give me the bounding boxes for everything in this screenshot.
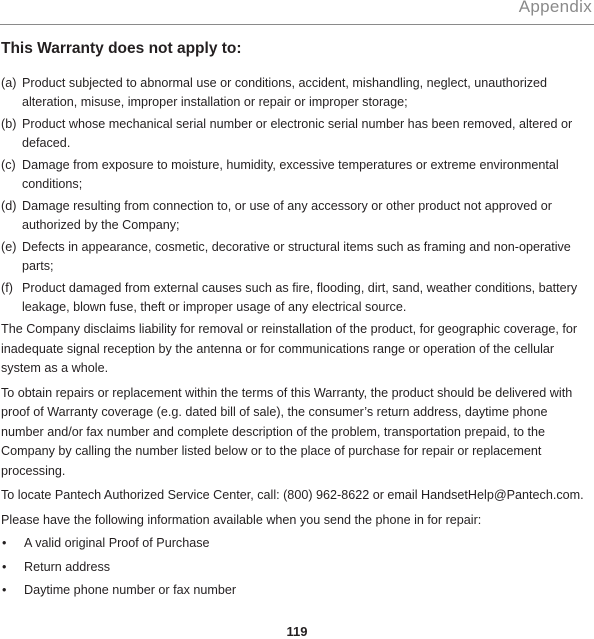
repair-instructions-paragraph: To obtain repairs or replacement within the terms of this Warranty, the product should be delivered with proof of Warranty coverage (e.g. dated bill of sale), the consumer’s return address, daytime phone number and/or fax number and complete description of the problem, transportation prepaid, to the Company by calling the number listed below or to the place of purchase for repair or replacement processing. [1,385,573,478]
exclusions-list [1,74,591,317]
list-item [1,558,591,577]
service-center-contact-paragraph: To locate Pantech Authorized Service Center, call: (800) 962-8622 or email HandsetHelp@Pantech.com. [1,488,584,502]
exclusion-label: (c) [1,158,16,172]
list-item [1,581,591,600]
exclusion-label: (e) [1,240,17,254]
bullet-icon: • [2,536,7,550]
list-item-text: Return address [24,559,111,574]
exclusion-text: Product damaged from external causes such as fire, flooding, dirt, sand, weather conditions, battery leakage, blown fuse, theft or improper usage of any electrical source. [22,281,578,314]
exclusion-item [1,238,591,276]
page-number: 119 [286,624,308,639]
warranty-exclusions-heading: This Warranty does not apply to: [1,40,242,57]
exclusion-item [1,115,591,153]
exclusion-text: Product subjected to abnormal use or conditions, accident, mishandling, neglect, unauthorized alteration, misuse, improper installation or repair or improper storage; [22,76,548,109]
bullet-icon: • [2,583,7,597]
exclusion-text: Damage from exposure to moisture, humidity, excessive temperatures or extreme environmental conditions; [22,158,559,191]
exclusion-label: (d) [1,199,17,213]
exclusion-item [1,74,591,112]
exclusion-item [1,197,591,235]
required-info-list [1,534,591,600]
list-item-text: Daytime phone number or fax number [24,583,237,597]
liability-disclaimer-paragraph: The Company disclaims liability for removal or reinstallation of the product, for geographic coverage, for inadequate signal reception by the antenna or for communications range or operation of the cellular system as a whole. [1,322,578,375]
exclusion-text: Product whose mechanical serial number or electronic serial number has been removed, altered or defaced. [22,117,573,150]
required-info-intro-paragraph: Please have the following information available when you send the phone in for repair: [1,512,482,527]
exclusion-text: Defects in appearance, cosmetic, decorative or structural items such as framing and non-operative parts; [22,240,571,273]
exclusion-item [1,279,591,317]
page-content [1,39,591,605]
exclusion-label: (f) [1,281,13,295]
exclusion-item [1,156,591,194]
section-title: Appendix [518,0,592,16]
list-item [1,534,591,553]
exclusion-label: (b) [1,117,17,131]
bullet-icon: • [2,559,7,574]
exclusion-text: Damage resulting from connection to, or use of any accessory or other product not approved or authorized by the Company; [22,199,552,232]
exclusion-label: (a) [1,76,17,90]
page-header [0,0,594,25]
list-item-text: A valid original Proof of Purchase [24,536,210,550]
